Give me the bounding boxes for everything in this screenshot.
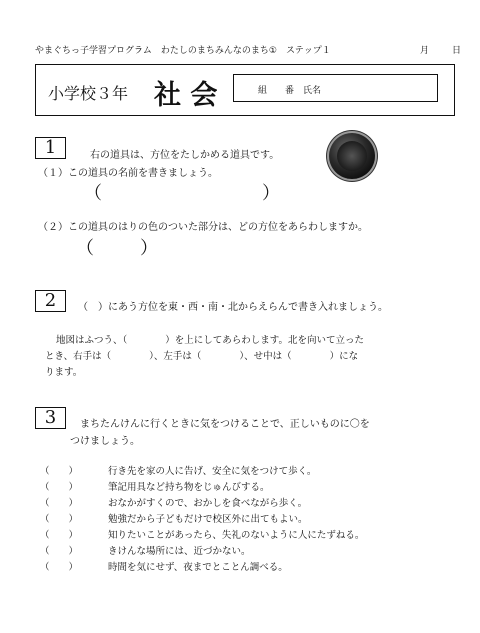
q1-answer-open[interactable]: （ [84, 183, 102, 204]
day-label: 日 [452, 46, 462, 56]
item-6-text: きけんな場所には、近づかない。 [108, 546, 251, 557]
section1-intro: 右の道具は、方位をたしかめる道具です。 [90, 150, 280, 161]
compass-image [329, 133, 375, 179]
section3-number: 3 [35, 407, 66, 429]
item-7-mark[interactable]: （ ） [40, 562, 79, 573]
program-header: やまぐちっ子学習プログラム わたしのまちみんなのまち① ステップ１ [35, 46, 331, 56]
item-1-text: 行き先を家の人に告げ、安全に気をつけて歩く。 [108, 466, 317, 477]
section2-line2: とき、右手は（ ）、左手は（ ）、せ中は（ ）にな [45, 351, 359, 362]
grade-title: 小学校３年 [48, 84, 129, 103]
section2-line3: ります。 [45, 367, 83, 378]
item-4-mark[interactable]: （ ） [40, 514, 79, 525]
month-label: 月 [420, 46, 430, 56]
item-2-mark[interactable]: （ ） [40, 482, 79, 493]
q1-answer-close[interactable]: ） [262, 183, 280, 204]
item-2-text: 筆記用具など持ち物をじゅんびする。 [108, 482, 270, 493]
name-field-labels: 組 番 氏名 [258, 86, 322, 96]
section1-q1: （１）この道具の名前を書きましょう。 [38, 168, 218, 179]
item-5-mark[interactable]: （ ） [40, 530, 79, 541]
section2-instruction: （ ）にあう方位を東・西・南・北からえらんで書き入れましょう。 [78, 302, 388, 313]
section1-number: 1 [35, 137, 66, 159]
item-3-mark[interactable]: （ ） [40, 498, 79, 509]
item-4-text: 勉強だから子どもだけで校区外に出てもよい。 [108, 514, 308, 525]
item-5-text: 知りたいことがあったら、失礼のないように人にたずねる。 [108, 530, 365, 541]
section2-number: 2 [35, 290, 66, 312]
section2-line1: 地図はふつう、（ ）を上にしてあらわします。北を向いて立った [56, 335, 364, 346]
section3-instruction-2: つけましょう。 [70, 436, 140, 447]
subject-title: 社 会 [154, 80, 218, 111]
q2-answer-open[interactable]: （ [76, 238, 94, 259]
item-1-mark[interactable]: （ ） [40, 466, 79, 477]
q2-answer-close[interactable]: ） [140, 238, 158, 259]
item-7-text: 時間を気にせず、夜までとことん調べる。 [108, 562, 288, 573]
item-6-mark[interactable]: （ ） [40, 546, 79, 557]
section1-q2: （２）この道具のはりの色のついた部分は、どの方位をあらわしますか。 [38, 222, 368, 233]
item-3-text: おなかがすくので、おかしを食べながら歩く。 [108, 498, 308, 509]
section3-instruction-1: まちたんけんに行くときに気をつけることで、正しいものに〇を [80, 419, 370, 430]
